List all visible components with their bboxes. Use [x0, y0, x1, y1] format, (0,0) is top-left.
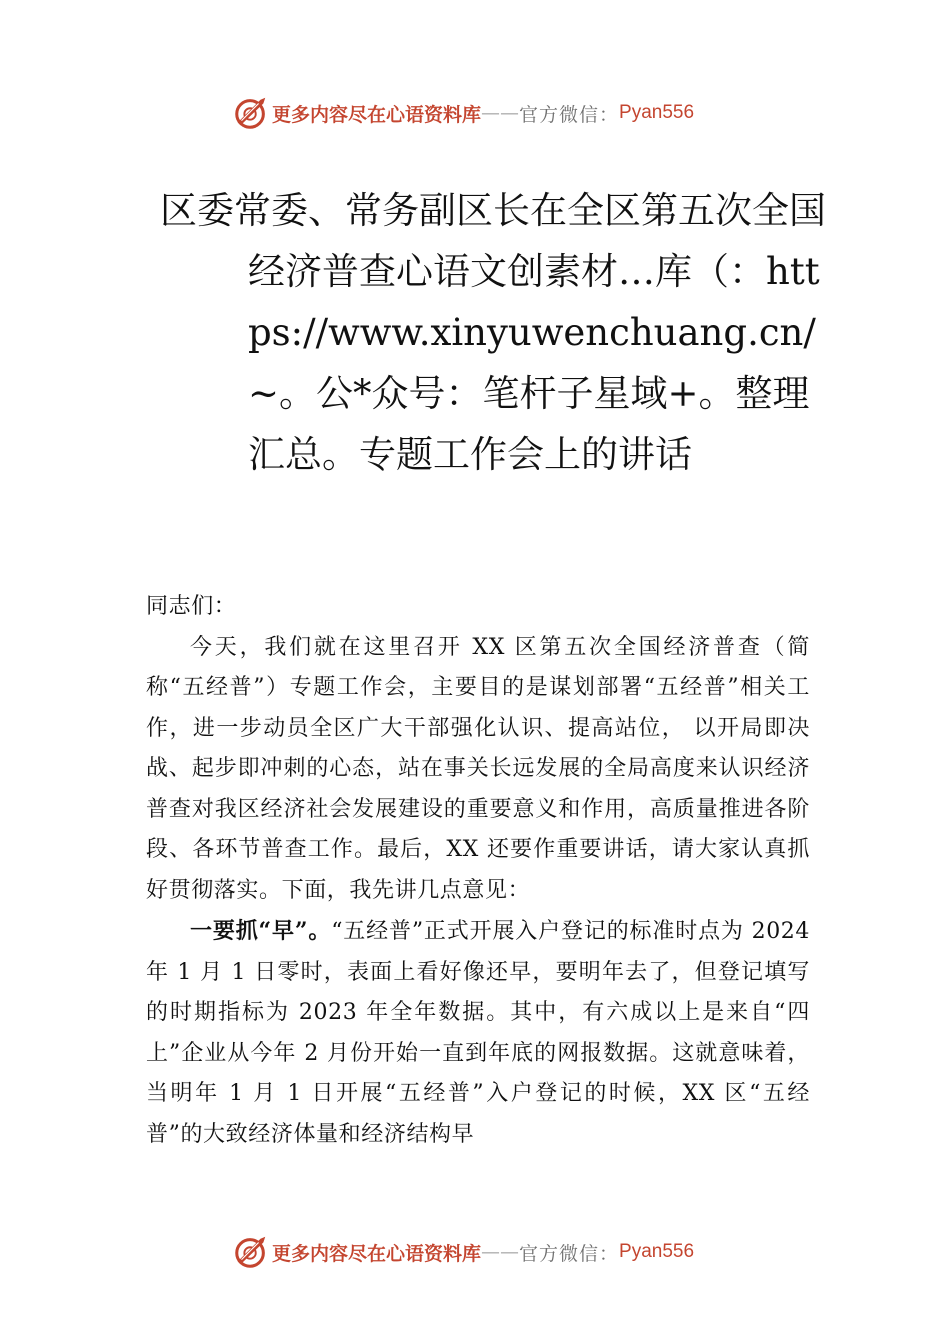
salutation: 同志们：	[146, 594, 237, 619]
point-1-text: “五经普”正式开展入户登记的标准时点为 2024 年 1 月 1 日零时，表面上看好像还早，要明年去了，但登记填写的时期指标为 2023 年全年数据。其中，有六成以上是来自“四上”企业从今年 2 月份开始一直到年底的网报数据。这就意味着，当明年 1 月 1 日开展“五经普”入户登记的时候，XX 区“五经普”的大致经济体量和经济结构早	[146, 919, 810, 1147]
official-label: 官方微信：	[519, 1242, 620, 1265]
document-title	[160, 180, 826, 485]
separator: ——	[481, 102, 520, 124]
title-line-1: 区委常委、常务副区长在全区第五次全国	[160, 189, 826, 232]
point-1-heading: 一要抓“早”。	[190, 918, 332, 944]
official-label: 官方微信：	[519, 103, 620, 126]
wechat-id: Pyan556	[619, 102, 695, 123]
title-continuation: 经济普查心语文创素材…库（：https://www.xinyuwenchuang.cn/~。公*众号：笔杆子星域+。整理汇总。专题工作会上的讲话	[248, 250, 820, 476]
brand-text: 更多内容尽在心语资料库	[272, 103, 482, 126]
paragraph-point-1	[146, 911, 810, 1155]
header-banner	[0, 93, 950, 133]
wechat-id: Pyan556	[619, 1241, 695, 1262]
brand-text: 更多内容尽在心语资料库	[272, 1242, 482, 1265]
separator: ——	[481, 1241, 520, 1263]
pen-logo-icon	[232, 1233, 270, 1271]
footer-banner	[0, 1232, 950, 1272]
document-body	[146, 587, 810, 1155]
pen-logo-icon	[232, 94, 270, 132]
paragraph-intro: 今天，我们就在这里召开 XX 区第五次全国经济普查（简称“五经普”）专题工作会，主要目的是谋划部署“五经普”相关工作，进一步动员全区广大干部强化认识、提高站位， 以开局即决战、起步即冲刺的心态，站在事关长远发展的全局高度来认识经济普查对我区经济社会发展建设的重要意义和作用，高质量推进各阶段、各环节普查工作。最后，XX 还要作重要讲话，请大家认真抓好贯彻落实。下面，我先讲几点意见：	[146, 634, 810, 903]
